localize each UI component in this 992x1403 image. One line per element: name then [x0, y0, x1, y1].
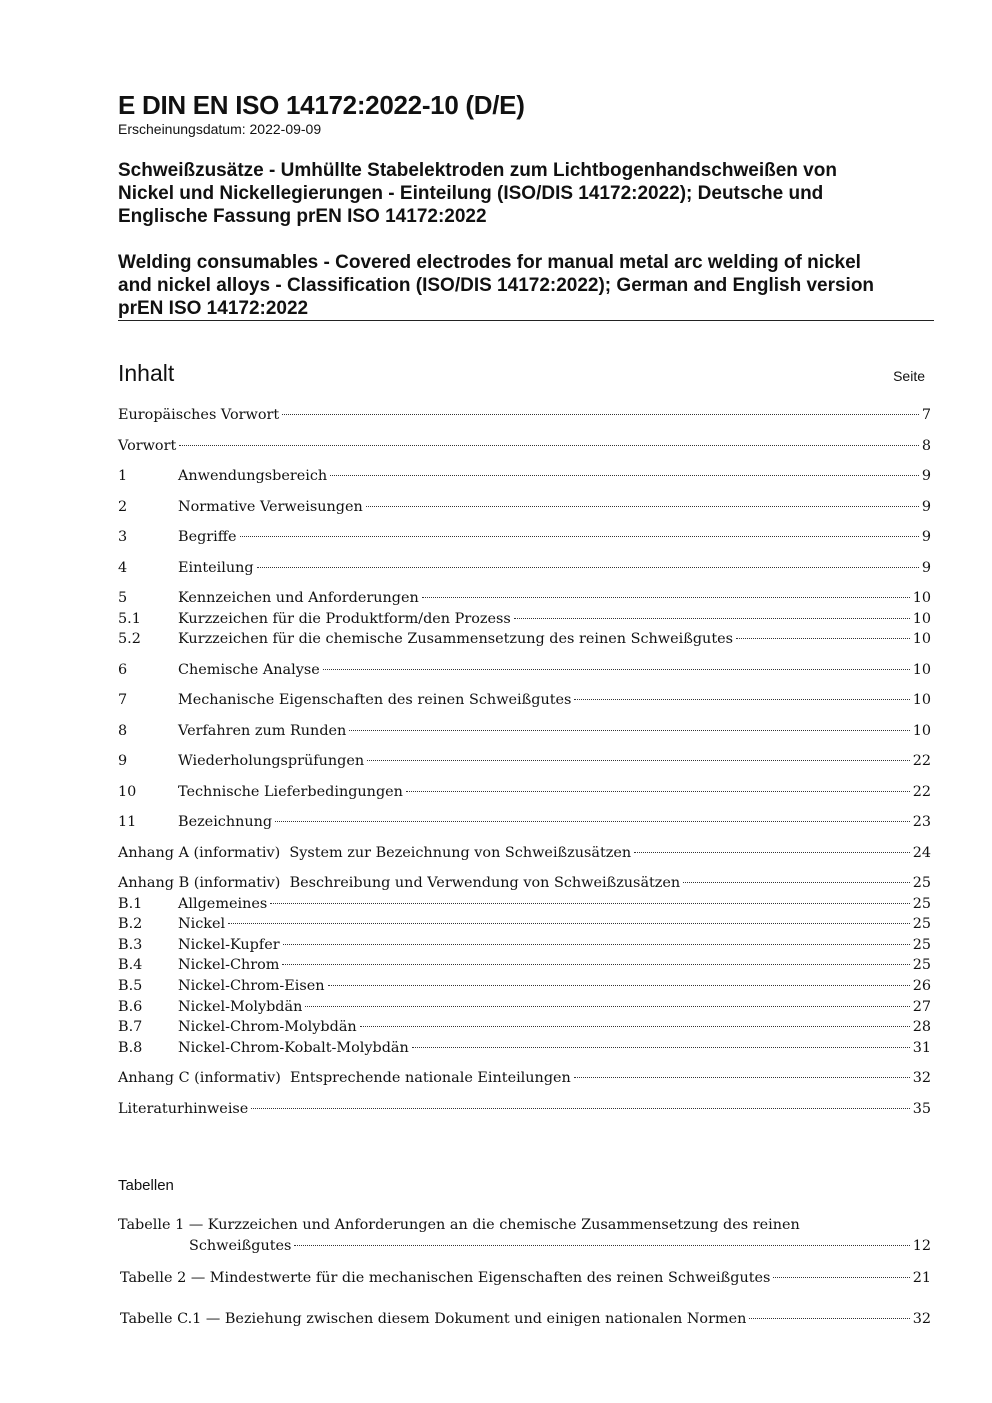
toc-entry-number: 8	[118, 723, 128, 739]
toc-entry-page: 26	[912, 978, 931, 994]
toc-entry-number: B.3	[118, 937, 143, 953]
toc-entry-page: 23	[912, 814, 931, 830]
toc-entry-number: 7	[118, 692, 128, 708]
toc-entry-number: 5.1	[118, 611, 141, 627]
dot-leader	[294, 1245, 909, 1246]
toc-entry-title: Anhang A (informativ) System zur Bezeichnung von Schweißzusätzen	[118, 845, 632, 861]
toc-entry-page: 25	[912, 937, 931, 953]
toc-entry-number: 10	[118, 784, 137, 800]
dot-leader	[323, 669, 910, 670]
toc-entry-page: 25	[912, 896, 931, 912]
toc-entry[interactable]	[118, 1017, 931, 1037]
toc-entry[interactable]	[118, 609, 931, 629]
toc-entry-title: Kennzeichen und Anforderungen	[178, 590, 419, 606]
toc-entry[interactable]	[118, 405, 931, 425]
dot-leader	[251, 1108, 909, 1109]
toc-entry-title: Wiederholungsprüfungen	[178, 753, 365, 769]
dot-leader	[328, 985, 910, 986]
dot-leader	[179, 445, 919, 446]
toc-entry-number: B.2	[118, 916, 143, 932]
toc-entry[interactable]	[118, 1099, 931, 1119]
dot-leader	[282, 414, 919, 415]
toc-entry-title: Nickel-Kupfer	[178, 937, 280, 953]
toc-entry-title: Nickel	[178, 916, 226, 932]
toc-entry[interactable]	[118, 976, 931, 996]
toc-entry-page: 9	[921, 560, 931, 576]
toc-entry-title: Nickel-Chrom-Eisen	[178, 978, 325, 994]
publication-date: Erscheinungsdatum: 2022-09-09	[118, 121, 322, 137]
table-entry-page: 21	[912, 1270, 931, 1286]
title-german-line: Nickel und Nickellegierungen - Einteilung (ISO/DIS 14172:2022); Deutsche und	[118, 183, 824, 204]
toc-entry-page: 10	[912, 631, 931, 647]
toc-entry-page: 27	[912, 999, 931, 1015]
toc-entry-page: 9	[921, 529, 931, 545]
toc-entry-title: Normative Verweisungen	[178, 499, 363, 515]
toc-entry-number: 1	[118, 468, 128, 484]
toc-heading: Inhalt	[118, 360, 175, 386]
toc-entry-title: Verfahren zum Runden	[178, 723, 347, 739]
dot-leader	[282, 964, 909, 965]
toc-entry[interactable]	[118, 660, 931, 680]
toc-entry-page: 22	[912, 753, 931, 769]
dot-leader	[275, 821, 910, 822]
toc-entry-number: 11	[118, 814, 137, 830]
toc-entry-title: Technische Lieferbedingungen	[178, 784, 403, 800]
toc-entry-page: 7	[921, 407, 931, 423]
table-entry-title: Tabelle 2 — Mindestwerte für die mechanischen Eigenschaften des reinen Schweißgutes	[120, 1270, 771, 1286]
tables-heading: Tabellen	[118, 1177, 174, 1194]
dot-leader	[228, 923, 910, 924]
dot-leader	[305, 1006, 909, 1007]
toc-entry-page: 35	[912, 1101, 931, 1117]
toc-entry-title: Bezeichnung	[178, 814, 273, 830]
toc-entry-title: Kurzzeichen für die Produktform/den Prozess	[178, 611, 511, 627]
toc-entry[interactable]	[118, 812, 931, 832]
dot-leader	[514, 618, 910, 619]
toc-entry[interactable]	[118, 629, 931, 649]
dot-leader	[349, 730, 909, 731]
toc-entry[interactable]	[118, 782, 931, 802]
toc-entry-title: Nickel-Chrom-Kobalt-Molybdän	[178, 1040, 409, 1056]
toc-entry-title: Kurzzeichen für die chemische Zusammensetzung des reinen Schweißgutes	[178, 631, 734, 647]
toc-entry-title: Literaturhinweise	[118, 1101, 249, 1117]
toc-entry-page: 10	[912, 611, 931, 627]
dot-leader	[270, 903, 909, 904]
toc-entry[interactable]	[118, 527, 931, 547]
dot-leader	[773, 1277, 909, 1278]
table-entry-title: Schweißgutes	[189, 1238, 292, 1254]
toc-entry-page: 10	[912, 723, 931, 739]
dot-leader	[422, 597, 910, 598]
toc-entry-number: 6	[118, 662, 128, 678]
toc-entry[interactable]	[118, 894, 931, 914]
title-german	[118, 159, 918, 228]
toc-entry-page: 9	[921, 499, 931, 515]
table-entry-title: Tabelle C.1 — Beziehung zwischen diesem Dokument und einigen nationalen Normen	[120, 1311, 747, 1327]
toc-entry-number: B.7	[118, 1019, 143, 1035]
toc-entry-page: 31	[912, 1040, 931, 1056]
toc-entry-number: B.8	[118, 1040, 143, 1056]
dot-leader	[412, 1047, 910, 1048]
dot-leader	[749, 1318, 909, 1319]
toc-entry[interactable]	[118, 588, 931, 608]
toc-entry[interactable]	[118, 436, 931, 456]
toc-entry[interactable]	[118, 751, 931, 771]
toc-entry-page: 8	[921, 438, 931, 454]
title-english	[118, 251, 928, 320]
dot-leader	[634, 852, 910, 853]
toc-entry-title: Mechanische Eigenschaften des reinen Schweißgutes	[178, 692, 572, 708]
dot-leader	[330, 475, 919, 476]
toc-entry-number: B.5	[118, 978, 143, 994]
dot-leader	[366, 506, 919, 507]
dot-leader	[406, 791, 910, 792]
toc-entry-page: 9	[921, 468, 931, 484]
toc-entry-title: Nickel-Chrom	[178, 957, 280, 973]
toc-entry-page: 24	[912, 845, 931, 861]
dot-leader	[367, 760, 910, 761]
toc-entry-number: 5	[118, 590, 128, 606]
toc-entry-number: 5.2	[118, 631, 141, 647]
toc-entry[interactable]	[118, 497, 931, 517]
document-id: E DIN EN ISO 14172:2022-10 (D/E)	[118, 90, 525, 120]
table-entry-line[interactable]: Tabelle 1 — Kurzzeichen und Anforderungen an die chemische Zusammensetzung des reinen	[118, 1217, 800, 1233]
toc-entry-title: Einteilung	[178, 560, 254, 576]
toc-entry-number: B.1	[118, 896, 143, 912]
dot-leader	[240, 536, 919, 537]
toc-entry-page: 10	[912, 662, 931, 678]
dot-leader	[736, 638, 910, 639]
toc-entry-title: Anhang B (informativ) Beschreibung und Verwendung von Schweißzusätzen	[118, 875, 681, 891]
toc-entry-title: Begriffe	[178, 529, 237, 545]
toc-page-column-label: Seite	[893, 368, 925, 384]
toc-entry[interactable]	[118, 558, 931, 578]
toc-entry-title: Allgemeines	[178, 896, 268, 912]
dot-leader	[257, 567, 919, 568]
toc-entry-number: 4	[118, 560, 128, 576]
toc-entry[interactable]	[118, 466, 931, 486]
toc-entry-title: Anhang C (informativ) Entsprechende nationale Einteilungen	[118, 1070, 571, 1086]
table-entry[interactable]	[120, 1309, 931, 1329]
toc-entry-page: 28	[912, 1019, 931, 1035]
table-entry[interactable]	[120, 1268, 931, 1288]
dot-leader	[360, 1026, 910, 1027]
toc-entry[interactable]	[118, 997, 931, 1017]
toc-entry-title: Anwendungsbereich	[178, 468, 328, 484]
title-english-line: Welding consumables - Covered electrodes for manual metal arc welding of nickel	[118, 252, 861, 273]
table-entry-page: 12	[912, 1238, 931, 1254]
toc-entry-page: 25	[912, 957, 931, 973]
toc-entry-number: B.4	[118, 957, 143, 973]
toc-entry-title: Nickel-Chrom-Molybdän	[178, 1019, 357, 1035]
toc-entry-title: Vorwort	[118, 438, 177, 454]
toc-entry-page: 32	[912, 1070, 931, 1086]
toc-entry[interactable]	[118, 935, 931, 955]
toc-entry[interactable]	[118, 843, 931, 863]
dot-leader	[574, 1077, 910, 1078]
toc-entry-page: 25	[912, 875, 931, 891]
toc-entry-page: 22	[912, 784, 931, 800]
toc-entry[interactable]	[118, 690, 931, 710]
dot-leader	[683, 882, 910, 883]
toc-entry[interactable]	[118, 1068, 931, 1088]
toc-entry-title: Europäisches Vorwort	[118, 407, 280, 423]
toc-entry-number: B.6	[118, 999, 143, 1015]
title-german-line: Englische Fassung prEN ISO 14172:2022	[118, 206, 487, 227]
toc-entry-title: Chemische Analyse	[178, 662, 320, 678]
toc-entry-title: Nickel-Molybdän	[178, 999, 303, 1015]
title-german-line: Schweißzusätze - Umhüllte Stabelektroden zum Lichtbogenhandschweißen von	[118, 160, 837, 181]
dot-leader	[283, 944, 910, 945]
toc-entry[interactable]	[118, 873, 931, 893]
table-entry-page: 32	[912, 1311, 931, 1327]
toc-entry-number: 2	[118, 499, 128, 515]
toc-entry[interactable]	[118, 721, 931, 741]
toc-entry[interactable]	[118, 1038, 931, 1058]
toc-entry[interactable]	[118, 914, 931, 934]
toc-entry-page: 10	[912, 692, 931, 708]
table-entry[interactable]	[189, 1236, 931, 1256]
toc-entry-page: 25	[912, 916, 931, 932]
toc-entry-number: 3	[118, 529, 128, 545]
toc-entry-number: 9	[118, 753, 128, 769]
toc-entry-page: 10	[912, 590, 931, 606]
title-english-line: and nickel alloys - Classification (ISO/DIS 14172:2022); German and English version	[118, 275, 875, 296]
title-english-line: prEN ISO 14172:2022	[118, 298, 309, 319]
toc-entry[interactable]	[118, 955, 931, 975]
header-divider	[118, 320, 934, 321]
dot-leader	[574, 699, 909, 700]
